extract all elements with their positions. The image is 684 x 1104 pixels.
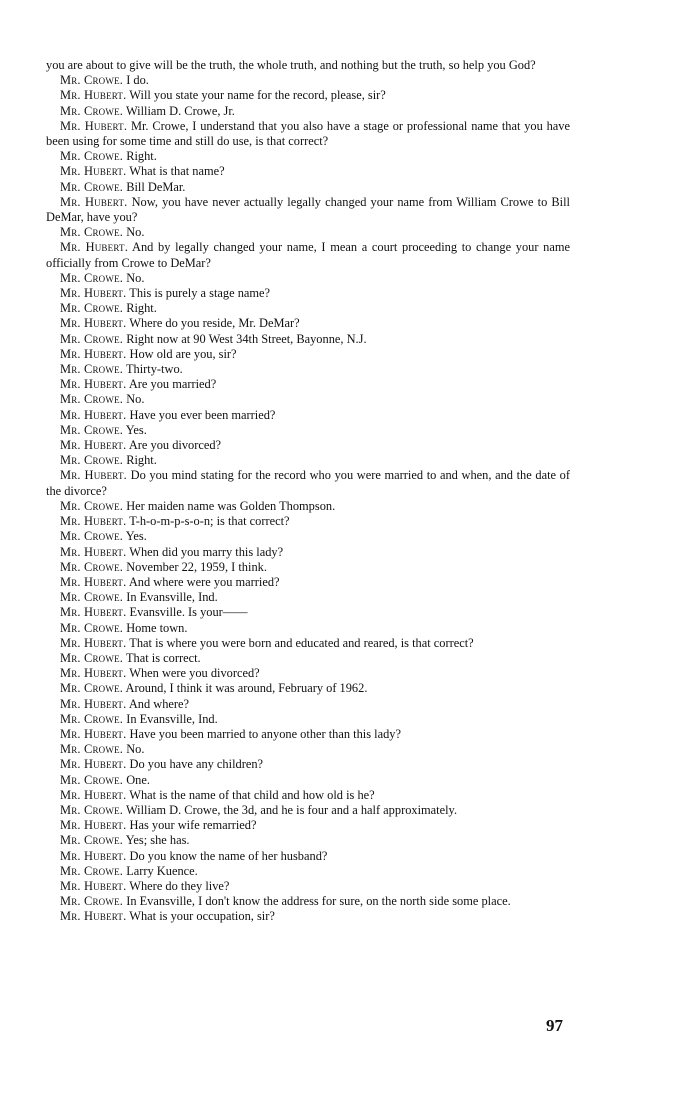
speaker-label: Mr. Crowe. [60, 362, 124, 377]
testimony-line [46, 894, 570, 909]
speaker-label: Mr. Hubert. [60, 544, 127, 559]
testimony-line [46, 423, 570, 438]
testimony-line [46, 316, 570, 331]
speech-text: Do you mind stating for the record who you were married to and when, and the date of the divorce? [46, 468, 570, 498]
speech-text: No. [126, 225, 145, 240]
speech-text: One. [126, 772, 150, 787]
testimony-line [46, 453, 570, 468]
testimony-line [46, 301, 570, 316]
speaker-label: Mr. Crowe. [60, 711, 124, 726]
testimony-line [46, 788, 570, 803]
speech-text: Where do you reside, Mr. DeMar? [129, 316, 300, 331]
testimony-line [46, 347, 570, 362]
speaker-label: Mr. Hubert. [60, 635, 127, 650]
speech-text: What is that name? [129, 164, 225, 179]
speaker-label: Mr. Crowe. [60, 225, 124, 240]
testimony-line [46, 757, 570, 772]
speaker-label: Mr. Crowe. [60, 529, 124, 544]
testimony-line [46, 286, 570, 301]
speech-text: In Evansville, I don't know the address for sure, on the north side some place. [126, 894, 511, 909]
testimony-line [46, 773, 570, 788]
speaker-label: Mr. Crowe. [60, 742, 124, 757]
speech-text: When were you divorced? [129, 666, 260, 681]
testimony-line [46, 377, 570, 392]
speech-text: Where do they live? [129, 878, 230, 893]
speaker-label: Mr. Hubert. [60, 848, 127, 863]
speech-text: Home town. [126, 620, 188, 635]
speech-text: And by legally changed your name, I mean a court proceeding to change your name officially from Crowe to DeMar? [46, 240, 571, 270]
speaker-label: Mr. Hubert. [60, 316, 127, 331]
transcript-page [46, 58, 570, 925]
testimony-line [46, 332, 570, 347]
speech-text: Now, you have never actually legally changed your name from William Crowe to Bill DeMar, have you? [46, 194, 570, 225]
testimony-line [46, 149, 570, 164]
testimony-line [46, 651, 570, 666]
speech-text: In Evansville, Ind. [126, 590, 218, 605]
speaker-label: Mr. Hubert. [60, 407, 127, 422]
testimony-line [46, 119, 570, 149]
speaker-label: Mr. Crowe. [60, 833, 124, 848]
testimony-line [46, 560, 570, 575]
testimony-line [46, 271, 570, 286]
speech-text: I do. [126, 73, 149, 88]
speech-text: William D. Crowe, the 3d, and he is four and a half approximately. [125, 802, 458, 817]
testimony-line [46, 514, 570, 529]
testimony-line [46, 590, 570, 605]
speech-text: T-h-o-m-p-s-o-n; is that correct? [129, 514, 290, 529]
speaker-label: Mr. Crowe. [60, 392, 124, 407]
speaker-label: Mr. Hubert. [60, 286, 127, 301]
testimony-line [46, 879, 570, 894]
speech-text: Are you married? [128, 377, 217, 392]
speech-text: That is where you were born and educated and reared, is that correct? [129, 635, 474, 650]
speech-text: No. [126, 742, 145, 757]
testimony-line [46, 408, 570, 423]
speaker-label: Mr. Hubert. [60, 88, 127, 103]
testimony-line [46, 240, 570, 270]
speech-text: Thirty-two. [125, 362, 183, 377]
speaker-label: Mr. Crowe. [60, 894, 124, 909]
testimony-line [46, 666, 570, 681]
speaker-label: Mr. Crowe. [60, 863, 124, 878]
speaker-label: Mr. Hubert. [60, 438, 127, 453]
speaker-label: Mr. Hubert. [60, 164, 127, 179]
speaker-label: Mr. Crowe. [60, 331, 124, 346]
speaker-label: Mr. Crowe. [60, 453, 124, 468]
speech-text: Bill DeMar. [126, 179, 186, 194]
testimony-line [46, 712, 570, 727]
speech-text: And where? [128, 696, 190, 711]
speaker-label: Mr. Hubert. [60, 696, 127, 711]
speaker-label: Mr. Hubert. [60, 757, 127, 772]
speech-text: Do you know the name of her husband? [129, 848, 328, 863]
speaker-label: Mr. Crowe. [60, 559, 124, 574]
speaker-label: Mr. Hubert. [60, 514, 127, 529]
testimony-line [46, 499, 570, 514]
speech-text: How old are you, sir? [129, 346, 237, 361]
speech-text: William D. Crowe, Jr. [125, 103, 235, 118]
speaker-label: Mr. Hubert. [60, 787, 127, 802]
speech-text: Have you ever been married? [129, 407, 276, 422]
testimony-line [46, 362, 570, 377]
speaker-label: Mr. Hubert. [60, 818, 127, 833]
speech-text: This is purely a stage name? [129, 286, 271, 301]
testimony-line [46, 621, 570, 636]
speech-text: What is your occupation, sir? [129, 909, 275, 924]
speech-text: Yes. [125, 529, 147, 544]
speaker-label: Mr. Crowe. [60, 650, 124, 665]
testimony-line [46, 818, 570, 833]
testimony-line [46, 681, 570, 696]
testimony-line [46, 605, 570, 620]
speaker-label: Mr. Hubert. [60, 726, 127, 741]
speaker-label: Mr. Crowe. [60, 270, 124, 285]
testimony-lines [46, 73, 570, 924]
speech-text: Around, I think it was around, February of 1962. [125, 681, 368, 696]
speech-text: Have you been married to anyone other than this lady? [129, 726, 401, 741]
speaker-label: Mr. Crowe. [60, 103, 124, 118]
speaker-label: Mr. Hubert. [60, 468, 127, 483]
testimony-line [46, 88, 570, 103]
speech-text: And where were you married? [128, 574, 280, 589]
speaker-label: Mr. Crowe. [60, 149, 124, 164]
testimony-line [46, 864, 570, 879]
speaker-label: Mr. Hubert. [60, 118, 128, 133]
speech-text: Yes; she has. [125, 833, 190, 848]
speech-text: Yes. [125, 422, 147, 437]
testimony-line [46, 104, 570, 119]
speech-text: Do you have any children? [129, 757, 264, 772]
speech-text: In Evansville, Ind. [126, 711, 218, 726]
speech-text: Her maiden name was Golden Thompson. [126, 498, 336, 513]
speech-text: Right. [126, 149, 157, 164]
testimony-line [46, 529, 570, 544]
speaker-label: Mr. Crowe. [60, 681, 124, 696]
speaker-label: Mr. Crowe. [60, 422, 124, 437]
testimony-line [46, 803, 570, 818]
testimony-line [46, 545, 570, 560]
testimony-line [46, 73, 570, 88]
speaker-label: Mr. Hubert. [60, 666, 127, 681]
testimony-line [46, 180, 570, 195]
speaker-label: Mr. Crowe. [60, 73, 124, 88]
speaker-label: Mr. Crowe. [60, 301, 124, 316]
speech-text: That is correct. [125, 650, 201, 665]
speech-text: Are you divorced? [128, 438, 222, 453]
testimony-line [46, 438, 570, 453]
speaker-label: Mr. Crowe. [60, 590, 124, 605]
testimony-line [46, 742, 570, 757]
speaker-label: Mr. Hubert. [60, 878, 127, 893]
speech-text: Right now at 90 West 34th Street, Bayonne, N.J. [126, 331, 367, 346]
speaker-label: Mr. Hubert. [60, 346, 127, 361]
speaker-label: Mr. Crowe. [60, 620, 124, 635]
testimony-line [46, 195, 570, 225]
speaker-label: Mr. Crowe. [60, 498, 124, 513]
speech-text: No. [126, 392, 145, 407]
testimony-line [46, 468, 570, 498]
speech-text: No. [126, 270, 145, 285]
speaker-label: Mr. Crowe. [60, 802, 124, 817]
speaker-label: Mr. Crowe. [60, 179, 124, 194]
speech-text: November 22, 1959, I think. [126, 559, 267, 574]
speaker-label: Mr. Crowe. [60, 772, 124, 787]
continuation-paragraph: you are about to give will be the truth, the whole truth, and nothing but the truth, so help you God? [46, 58, 536, 72]
speaker-label: Mr. Hubert. [60, 909, 127, 924]
speech-text: Will you state your name for the record, please, sir? [129, 88, 386, 103]
testimony-line [46, 636, 570, 651]
speaker-label: Mr. Hubert. [60, 574, 127, 589]
speaker-label: Mr. Hubert. [60, 240, 128, 255]
testimony-line [46, 909, 570, 924]
testimony-line [46, 833, 570, 848]
page-number: 97 [546, 1016, 563, 1035]
speech-text: What is the name of that child and how old is he? [129, 787, 375, 802]
testimony-line [46, 727, 570, 742]
speech-text: Has your wife remarried? [129, 818, 257, 833]
speaker-label: Mr. Hubert. [60, 605, 127, 620]
speech-text: Right. [126, 301, 157, 316]
testimony-line [46, 849, 570, 864]
speech-text: Evansville. Is your—— [129, 605, 248, 620]
testimony-line [46, 697, 570, 712]
speaker-label: Mr. Hubert. [60, 377, 127, 392]
speech-text: Mr. Crowe, I understand that you also have a stage or professional name that you have been using for some time and still do use, is that correct? [46, 118, 571, 149]
speech-text: Larry Kuence. [126, 863, 198, 878]
speech-text: Right. [126, 453, 157, 468]
testimony-line [46, 392, 570, 407]
testimony-line [46, 164, 570, 179]
testimony-line [46, 575, 570, 590]
speaker-label: Mr. Hubert. [60, 194, 128, 209]
speech-text: When did you marry this lady? [129, 544, 284, 559]
testimony-line [46, 225, 570, 240]
